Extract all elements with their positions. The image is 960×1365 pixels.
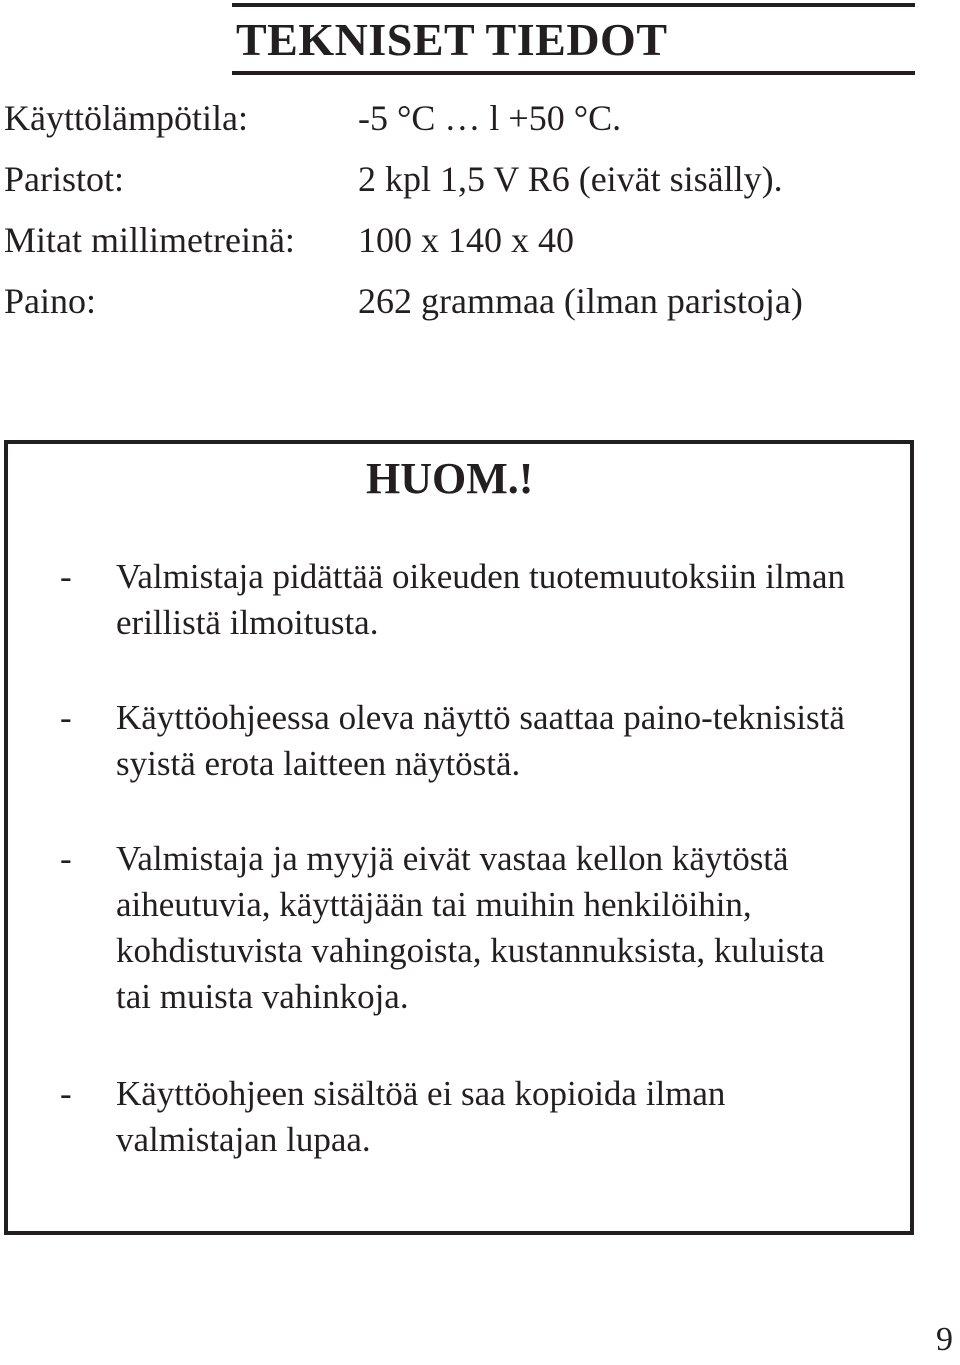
spec-value: -5 °C … l +50 °C. bbox=[358, 98, 622, 138]
notice-item-text: Valmistaja pidättää oikeuden tuotemuutoksiin ilman erillistä ilmoitusta. bbox=[116, 557, 846, 642]
notice-item-text: Käyttöohjeen sisältöä ei saa kopioida ilman valmistajan lupaa. bbox=[116, 1074, 726, 1159]
bullet-dash: - bbox=[60, 698, 72, 737]
notice-title: HUOM.! bbox=[366, 454, 534, 503]
notice-item bbox=[60, 1071, 860, 1163]
spec-label: Mitat millimetreinä: bbox=[4, 220, 295, 260]
title-rule-top bbox=[232, 3, 915, 7]
bullet-dash: - bbox=[60, 839, 72, 878]
spec-value: 100 x 140 x 40 bbox=[358, 220, 574, 260]
page-title: TEKNISET TIEDOT bbox=[236, 14, 668, 65]
notice-item-text: Valmistaja ja myyjä eivät vastaa kellon käytöstä aiheutuvia, käyttäjään tai muihin henkilöihin, kohdistuvista vahingoista, kustannuksista, kuluista tai muista vahinkoja. bbox=[116, 839, 825, 1016]
title-rule-bottom bbox=[232, 71, 915, 75]
notice-item-text: Käyttöohjeessa oleva näyttö saattaa paino-teknisistä syistä erota laitteen näytöstä. bbox=[116, 698, 845, 783]
spec-value: 262 grammaa (ilman paristoja) bbox=[358, 281, 803, 321]
notice-item bbox=[60, 695, 860, 787]
bullet-dash: - bbox=[60, 1074, 72, 1113]
bullet-dash: - bbox=[60, 557, 72, 596]
spec-label: Käyttölämpötila: bbox=[4, 98, 248, 138]
page-number: 9 bbox=[936, 1321, 953, 1358]
spec-label: Paino: bbox=[4, 281, 97, 321]
notice-item bbox=[60, 554, 860, 646]
notice-item bbox=[60, 836, 860, 1020]
spec-value: 2 kpl 1,5 V R6 (eivät sisälly). bbox=[358, 159, 783, 199]
spec-label: Paristot: bbox=[4, 159, 125, 199]
